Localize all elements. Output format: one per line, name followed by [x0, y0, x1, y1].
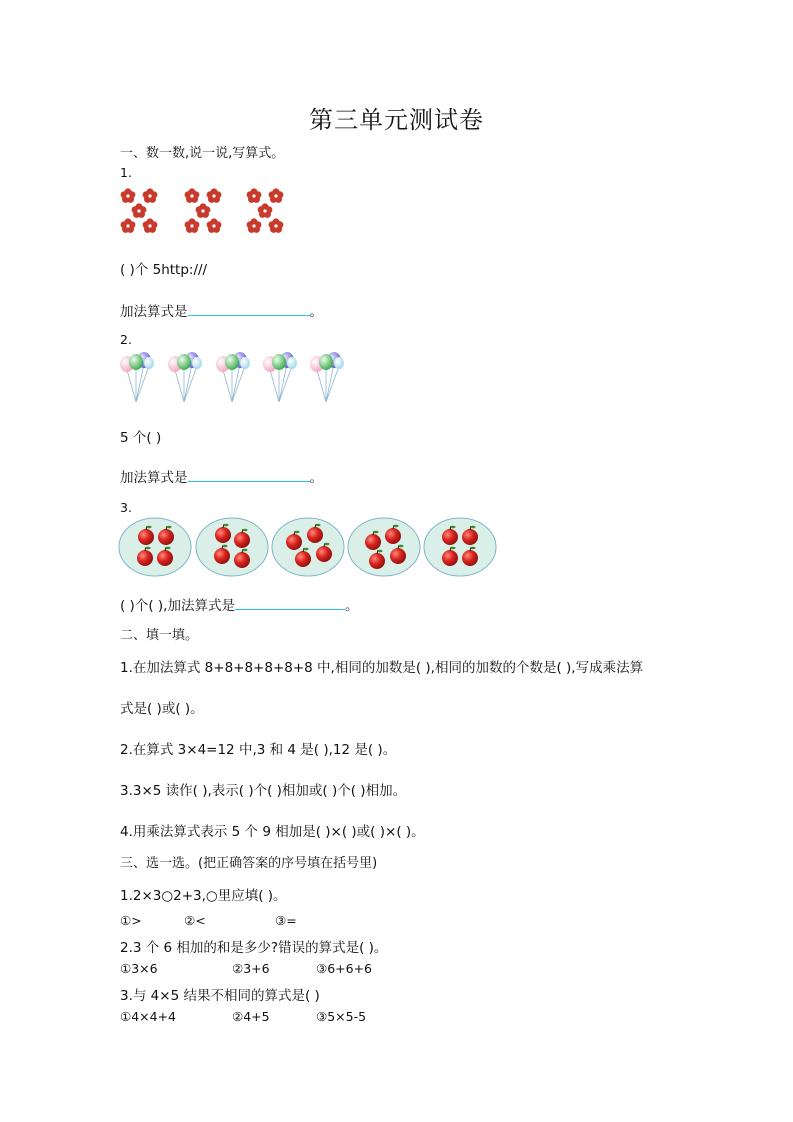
- q3-line: [120, 594, 358, 614]
- balloon-bundle-1: [120, 352, 154, 402]
- p2-question-2: 2.在算式 3×4=12 中,3 和 4 是( ),12 是( )。: [120, 742, 397, 758]
- period: 。: [309, 304, 323, 320]
- p2-question-1a: 1.在加法算式 8+8+8+8+8+8 中,相同的加数是( ),相同的加数的个数是( ),写成乘法算: [120, 660, 644, 676]
- flower-group-3: [247, 188, 284, 233]
- p2-question-1b: 式是( )或( )。: [120, 701, 204, 717]
- p3-q1-option-3[interactable]: ③=: [275, 913, 297, 928]
- plate-4: [348, 518, 420, 576]
- period: 。: [344, 598, 359, 614]
- p3-q2-option-1[interactable]: ①3×6: [120, 961, 158, 976]
- plate-2: [196, 518, 268, 576]
- p3-question-1: 1.2×3○2+3,○里应填( )。: [120, 888, 287, 904]
- formula-label: 加法算式是: [120, 304, 188, 320]
- p3-question-2: 2.3 个 6 相加的和是多少?错误的算式是( )。: [120, 940, 388, 956]
- flower-group-2: [185, 188, 222, 233]
- p3-q1-option-2[interactable]: ②<: [184, 913, 206, 928]
- q3-number: 3.: [120, 500, 132, 515]
- formula-label: 加法算式是: [120, 470, 188, 486]
- answer-blank[interactable]: [235, 595, 345, 610]
- p2-question-4: 4.用乘法算式表示 5 个 9 相加是( )×( )或( )×( )。: [120, 824, 425, 840]
- q2-count-line: 5 个( ): [120, 430, 162, 446]
- balloons-illustration: [118, 350, 358, 406]
- page-title: 第三单元测试卷: [309, 106, 484, 134]
- p3-q1-option-1[interactable]: ①>: [120, 913, 142, 928]
- balloon-bundle-5: [310, 352, 344, 402]
- p3-question-3: 3.与 4×5 结果不相同的算式是( ): [120, 988, 320, 1004]
- plate-5: [424, 518, 496, 576]
- answer-blank[interactable]: [188, 467, 310, 482]
- p3-q2-option-3[interactable]: ③6+6+6: [316, 961, 373, 976]
- p3-q3-option-1[interactable]: ①4×4+4: [120, 1009, 177, 1024]
- section-2-heading: 二、填一填。: [120, 628, 199, 643]
- p3-q3-option-3[interactable]: ③5×5-5: [316, 1009, 367, 1024]
- section-1-heading: 一、数一数,说一说,写算式。: [120, 146, 285, 161]
- balloon-bundle-4: [263, 352, 297, 402]
- flower-group-1: [121, 188, 158, 233]
- q1-formula: [120, 300, 323, 320]
- q2-formula: [120, 466, 323, 486]
- p3-q2-option-2[interactable]: ②3+6: [232, 961, 270, 976]
- q1-count-line: ( )个 5http:///: [120, 262, 208, 278]
- section-3-heading: 三、选一选。(把正确答案的序号填在括号里): [120, 856, 378, 871]
- balloon-bundle-3: [216, 352, 250, 402]
- apple-plates-illustration: [118, 516, 498, 580]
- answer-blank[interactable]: [188, 301, 310, 316]
- flowers-illustration: [118, 185, 318, 241]
- p3-q3-option-2[interactable]: ②4+5: [232, 1009, 270, 1024]
- period: 。: [309, 470, 323, 486]
- q1-number: 1.: [120, 165, 132, 180]
- q2-number: 2.: [120, 332, 132, 347]
- q3-count-line: ( )个( ),加法算式是: [120, 598, 235, 614]
- plate-1: [119, 518, 191, 576]
- p2-question-3: 3.3×5 读作( ),表示( )个( )相加或( )个( )相加。: [120, 783, 407, 799]
- plate-3: [272, 518, 344, 576]
- balloon-bundle-2: [168, 352, 202, 402]
